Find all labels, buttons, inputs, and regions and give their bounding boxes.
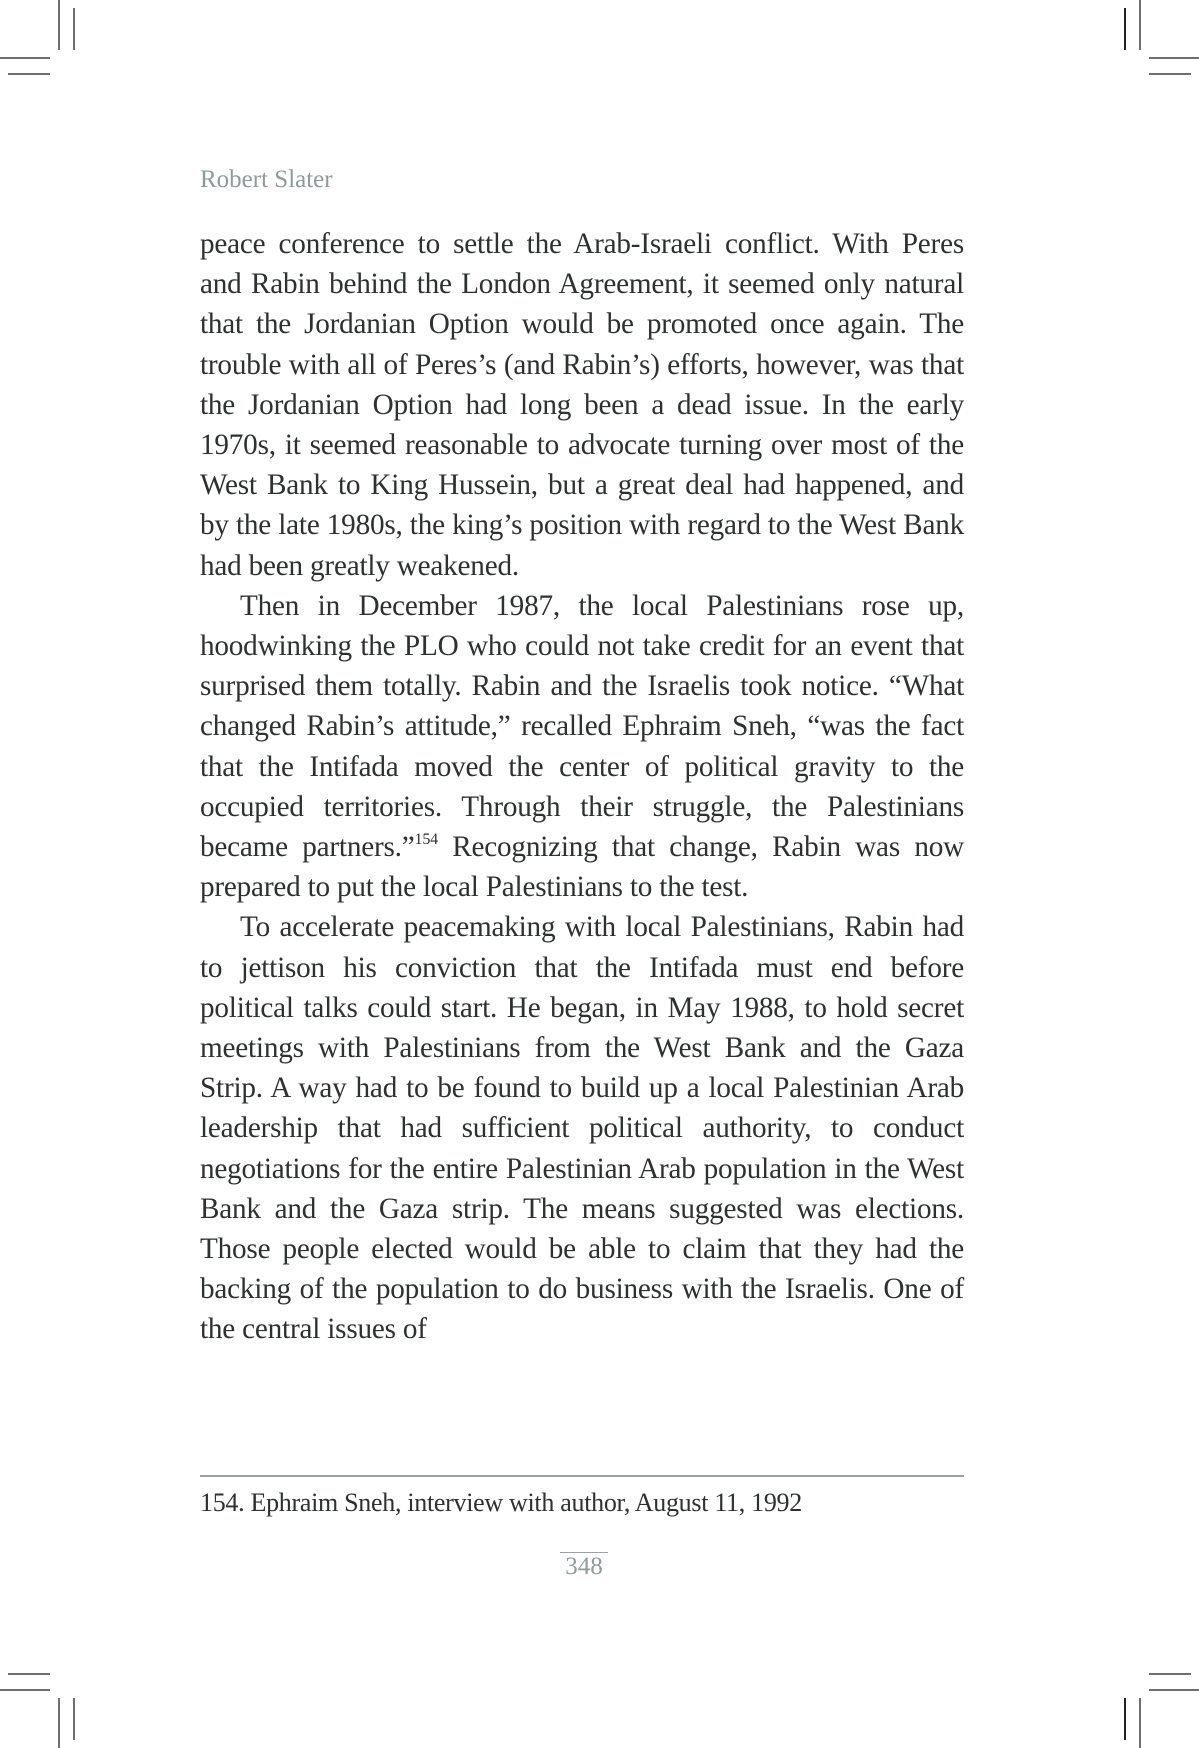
paragraph-1: peace conference to settle the Arab-Israeli conflict. With Peres and Rabin behind the London Agreement, it seemed only natural that the Jordanian Option would be promoted once again. The trouble with all of Peres’s (and Rabin’s) efforts, however, was that the Jordanian Option had long been a dead issue. In the early 1970s, it seemed reasonable to advocate turning over most of the West Bank to King Hussein, but a great deal had happened, and by the late 1980s, the king’s position with regard to the West Bank had been greatly weakened. xyxy=(200,228,964,582)
crop-mark-top-right-vertical-inner xyxy=(1124,8,1126,50)
crop-mark-bottom-right-horizontal-inner xyxy=(1149,1673,1191,1675)
crop-mark-top-right-horizontal-inner xyxy=(1149,73,1191,75)
crop-mark-bottom-right-horizontal-outer xyxy=(1149,1689,1199,1691)
crop-mark-bottom-right-vertical-outer xyxy=(1139,1698,1141,1748)
crop-mark-bottom-left-horizontal-outer xyxy=(0,1689,50,1691)
footnote-reference[interactable]: 154 xyxy=(414,831,438,849)
footnote-divider xyxy=(200,1475,964,1477)
page-number: 348 xyxy=(565,1553,603,1580)
crop-mark-top-left-vertical-inner xyxy=(73,8,75,50)
crop-mark-top-right-vertical-outer xyxy=(1139,0,1141,50)
crop-mark-top-right-horizontal-outer xyxy=(1149,57,1199,59)
paragraph-2-text-after-ref: Recognizing that change, Rabin was now prepared to put the local Palestinians to the test. xyxy=(200,831,964,904)
running-head: Robert Slater xyxy=(200,166,333,193)
crop-mark-top-left-vertical-outer xyxy=(58,0,60,50)
crop-mark-bottom-right-vertical-inner xyxy=(1124,1698,1126,1740)
footnote-text: Ephraim Sneh, interview with author, August 11, 1992 xyxy=(250,1488,802,1517)
paragraph-2-text-before-ref: Then in December 1987, the local Palestinians rose up, hoodwinking the PLO who could not take credit for an event that surprised them totally. Rabin and the Israelis took notice. “What changed Rabin’s attitude,” recalled Ephraim Sneh, “was the fact that the Intifada moved the center of political gravity to the occupied territories. Through their struggle, the Palestinians became partners.” xyxy=(200,589,964,864)
crop-mark-top-left-horizontal-inner xyxy=(8,73,50,75)
crop-mark-bottom-left-horizontal-inner xyxy=(8,1673,50,1675)
paragraph-2 xyxy=(200,586,964,908)
paragraph-3: To accelerate peacemaking with local Palestinians, Rabin had to jettison his conviction that the Intifada must end before political talks could start. He began, in May 1988, to hold secret meetings with Palestinians from the West Bank and the Gaza Strip. A way had to be found to build up a local Palestinian Arab leadership that had sufficient political authority, to conduct negotiations for the entire Palestinian Arab population in the West Bank and the Gaza strip. The means suggested was elections. Those people elected would be able to claim that they had the backing of the population to do business with the Israelis. One of the central issues of xyxy=(200,911,964,1346)
crop-mark-bottom-left-vertical-outer xyxy=(58,1698,60,1748)
footnote-number: 154. xyxy=(200,1488,245,1517)
body-text xyxy=(200,224,964,1350)
crop-mark-top-left-horizontal-outer xyxy=(0,57,50,59)
footnote-154 xyxy=(200,1488,802,1518)
crop-mark-bottom-left-vertical-inner xyxy=(73,1698,75,1740)
